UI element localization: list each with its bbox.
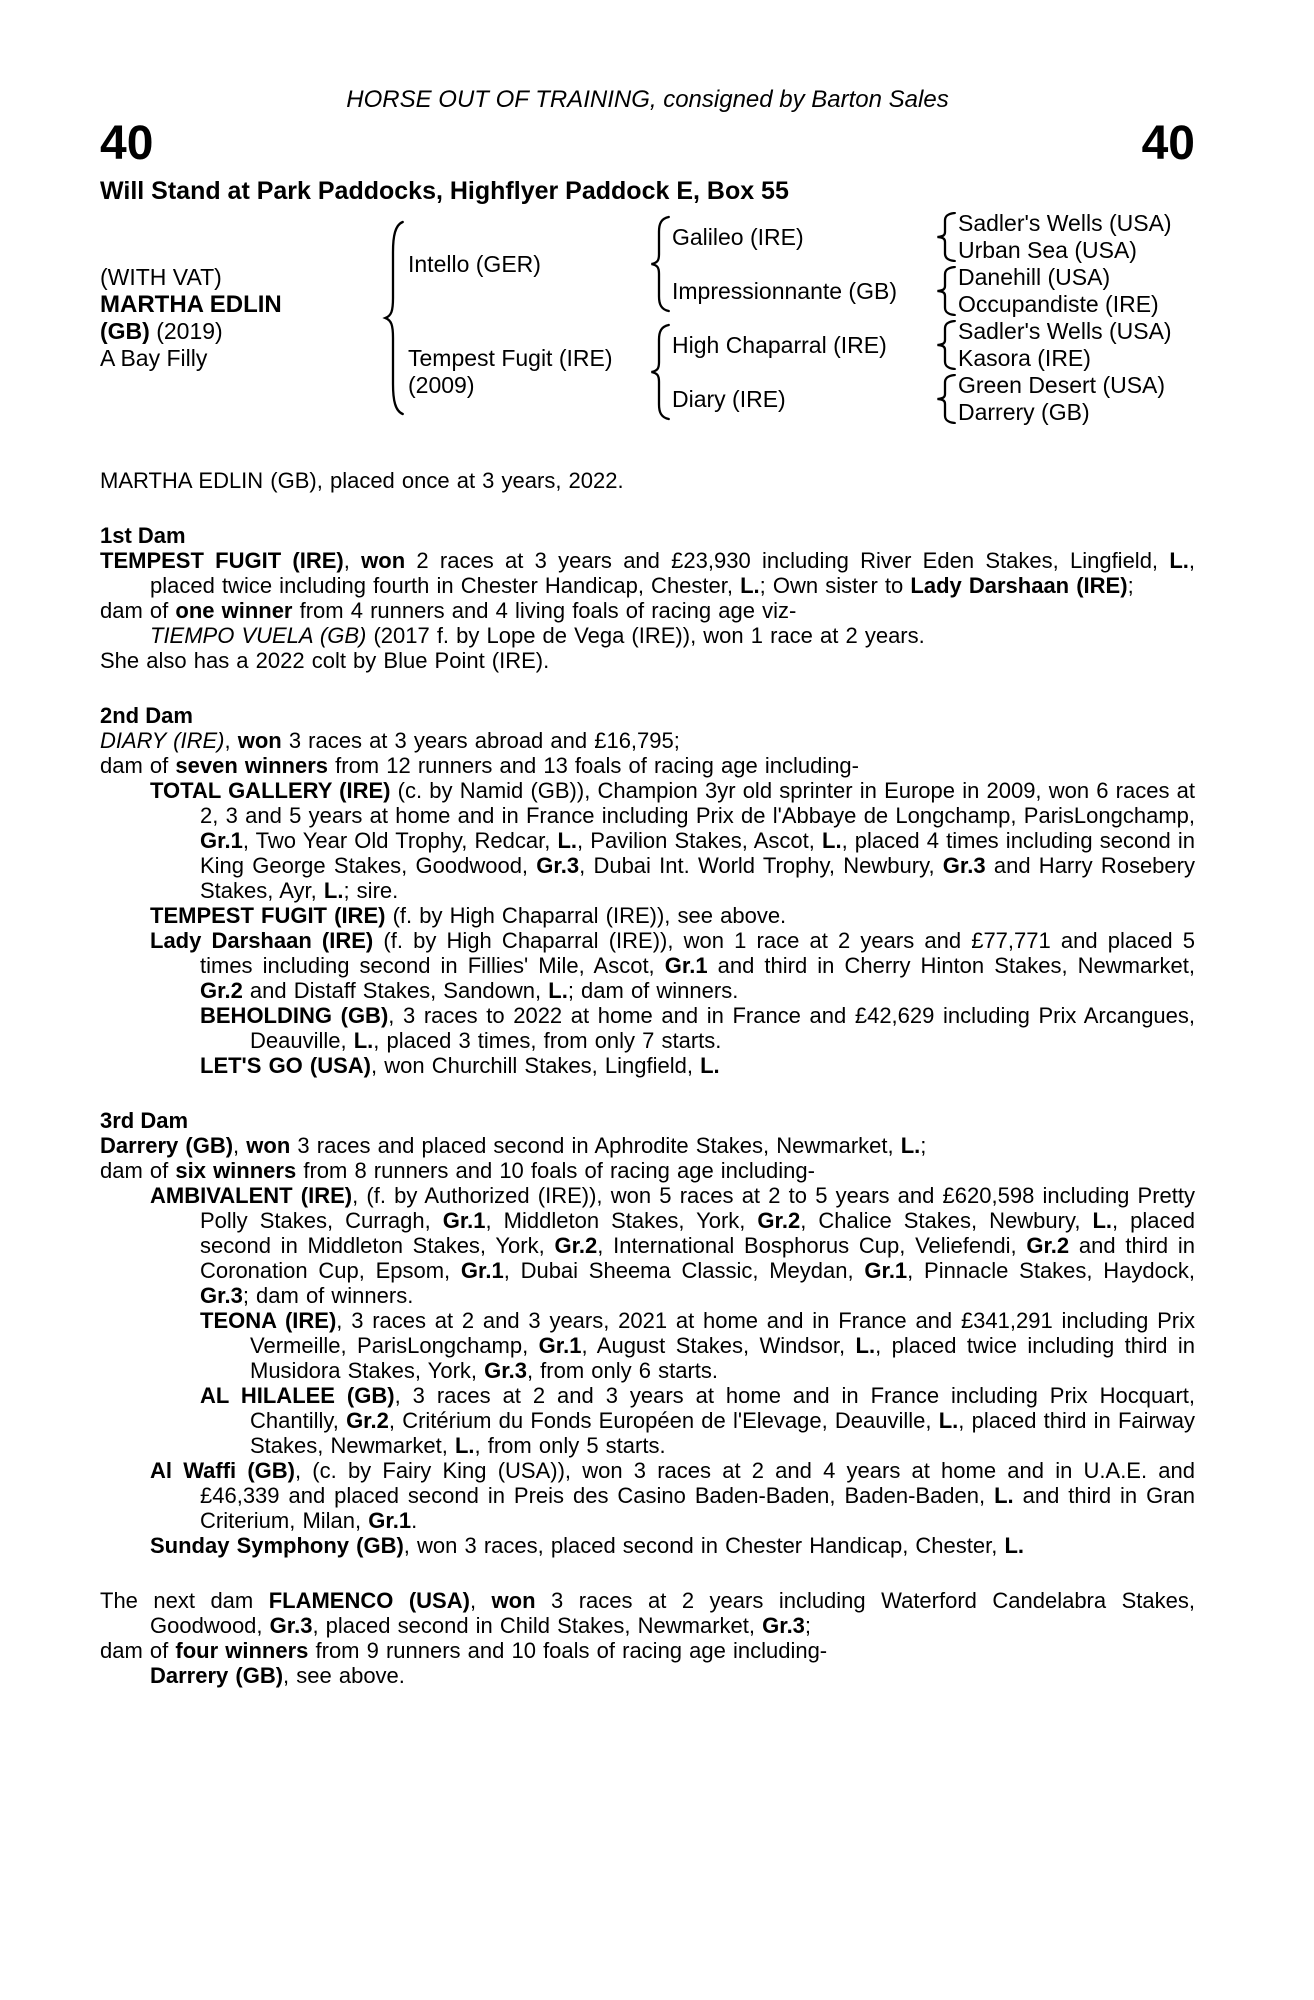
text-segment: Gr.3 [269,1613,313,1638]
text-segment: won [237,728,282,753]
text-segment: , (c. by Fairy King (USA)), won 3 races at 2 and 4 years at home and in U.A.E. and £46,339 and placed second in Preis des Casino Baden-Baden, Baden-Baden, [200,1458,1195,1508]
text-segment: Gr.1 [442,1208,486,1233]
pedigree-brace-dam [646,318,672,426]
grandparent-sire-dam: Impressionnante (GB) [672,277,897,304]
text-segment: Sunday Symphony (GB) [150,1533,404,1558]
grandparent-dam-dam: Diary (IRE) [672,385,786,412]
text-segment: dam of [100,1158,176,1183]
text-segment: FLAMENCO (USA) [268,1588,470,1613]
text-segment: , Pinnacle Stakes, Haydock, [907,1258,1195,1283]
text-segment: L. [855,1333,876,1358]
text-segment: L. [700,1053,720,1078]
catalogue-paragraph [100,728,1195,753]
brace-icon [932,320,958,370]
text-segment: TEMPEST FUGIT (IRE) [100,548,344,573]
text-segment: L. [323,878,344,903]
pedigree-sire [408,210,646,318]
text-segment: Gr.1 [200,828,243,853]
great-grandparent: Danehill (USA) [958,264,1111,290]
text-segment: 3 races at 2 years including Waterford Candelabra Stakes, Goodwood, [150,1588,1195,1638]
text-segment: Al Waffi (GB) [150,1458,295,1483]
text-segment: , placed second in Child Stakes, Newmarket, [312,1613,763,1638]
text-segment: L. [1092,1208,1113,1233]
great-grandparent: Green Desert (USA) [958,372,1166,398]
text-segment: L. [557,828,578,853]
catalogue-paragraph [100,1458,1195,1533]
pedigree-brace-gg2 [932,264,958,318]
catalogue-paragraph [100,1638,1195,1663]
text-segment: L. [938,1408,959,1433]
text-segment: , Dubai Sheema Classic, Meydan, [503,1258,865,1283]
dam-year: (2009) [408,372,475,398]
great-grandparent: Darrery (GB) [958,399,1090,425]
text-segment: Gr.3 [942,853,986,878]
text-segment: Gr.1 [460,1258,504,1283]
grandparent-sire-sire: Galileo (IRE) [672,223,804,250]
text-segment: DIARY (IRE) [100,728,225,753]
text-segment: 2 races at 3 years and £23,930 including River Eden Stakes, Lingfield, [405,548,1170,573]
subject-country: (GB) [100,318,150,344]
catalogue-paragraph [100,1053,1195,1078]
text-segment: , won Churchill Stakes, Lingfield, [371,1053,701,1078]
text-segment: AMBIVALENT (IRE) [150,1183,353,1208]
catalogue-paragraph [100,598,1195,623]
text-segment: ; [1127,573,1134,598]
great-grandparent: Kasora (IRE) [958,345,1091,371]
text-segment: , placed twice including third in Musidora Stakes, York, [250,1333,1195,1383]
pedigree-section [100,1588,1195,1688]
text-segment: , placed twice including fourth in Chester Handicap, Chester, [150,548,1195,598]
subject-vat: (WITH VAT) [100,264,222,290]
text-segment: L. [353,1028,374,1053]
pedigree-brace-main [378,210,408,426]
pedigree-section [100,468,1195,493]
text-segment: , Pavilion Stakes, Ascot, [577,828,822,853]
catalogue-paragraph [100,903,1195,928]
brace-icon [932,374,958,424]
text-segment: from 4 runners and 4 living foals of racing age viz- [292,598,797,623]
text-segment: Gr.1 [864,1258,908,1283]
pedigree-section [100,703,1195,1078]
text-segment: , placed third in Fairway Stakes, Newmarket, [250,1408,1195,1458]
sire-name: Intello (GER) [408,250,541,277]
text-segment: L. [740,573,760,598]
text-segment: won [491,1588,536,1613]
grandparent-dam-sire: High Chaparral (IRE) [672,331,887,358]
pedigree-table [100,210,1195,426]
text-segment: won [246,1133,291,1158]
text-segment: , Chalice Stakes, Newbury, [800,1208,1093,1233]
text-segment: (f. by High Chaparral (IRE)), see above. [385,903,787,928]
pedigree-brace-gg1 [932,210,958,264]
text-segment: and third in Gran Criterium, Milan, [200,1483,1195,1533]
text-segment: , from only 5 starts. [474,1433,666,1458]
catalogue-paragraph [100,928,1195,1003]
text-segment: , Middleton Stakes, York, [485,1208,758,1233]
dam-heading: 2nd Dam [100,703,193,728]
brace-icon [646,323,672,421]
great-grandparent: Sadler's Wells (USA) [958,210,1172,236]
catalogue-paragraph [100,1158,1195,1183]
text-segment: 3 races and placed second in Aphrodite Stakes, Newmarket, [290,1133,901,1158]
text-segment: , 3 races at 2 and 3 years, 2021 at home and in France and £341,291 including Prix Vermeille, ParisLongchamp, [250,1308,1195,1358]
catalogue-paragraph [100,1308,1195,1383]
text-segment: Gr.2 [554,1233,598,1258]
dam-heading: 3rd Dam [100,1108,189,1133]
text-segment: Gr.1 [538,1333,582,1358]
text-segment: dam of [100,753,176,778]
text-segment: BEHOLDING (GB) [200,1003,389,1028]
great-grandparent: Occupandiste (IRE) [958,291,1159,317]
consignment-title: HORSE OUT OF TRAINING, consigned by Barton Sales [346,86,949,113]
text-segment: , placed 4 times including second in King George Stakes, Goodwood, [200,828,1195,878]
catalogue-paragraph [100,1183,1195,1308]
brace-icon [646,215,672,313]
catalogue-text [100,468,1195,1688]
text-segment: and Distaff Stakes, Sandown, [242,978,549,1003]
text-segment: Gr.1 [368,1508,412,1533]
catalogue-paragraph [100,468,1195,493]
text-segment: , placed 3 times, from only 7 starts. [373,1028,722,1053]
text-segment: She also has a 2022 colt by Blue Point (IRE). [100,648,550,673]
text-segment: TEMPEST FUGIT (IRE) [150,903,386,928]
text-segment: ; dam of winners. [242,1283,414,1308]
pedigree-dam [408,318,646,426]
text-segment: TIEMPO VUELA (GB) [150,623,367,648]
text-segment: and Harry Rosebery Stakes, Ayr, [200,853,1195,903]
pedigree-brace-sire [646,210,672,318]
lot-number-left: 40 [100,117,154,170]
text-segment: (2017 f. by Lope de Vega (IRE)), won 1 race at 2 years. [366,623,925,648]
stand-location-line: Will Stand at Park Paddocks, Highflyer Paddock E, Box 55 [100,177,789,205]
text-segment: AL HILALEE (GB) [200,1383,395,1408]
text-segment: . [411,1508,418,1533]
text-segment: MARTHA EDLIN (GB), placed once at 3 years, 2022. [100,468,624,493]
text-segment: L. [900,1133,921,1158]
dam-heading: 1st Dam [100,523,186,548]
catalogue-paragraph [100,548,1195,598]
text-segment: Gr.2 [757,1208,801,1233]
text-segment: Gr.2 [346,1408,389,1433]
catalogue-paragraph [100,1383,1195,1458]
text-segment: Lady Darshaan (IRE) [910,573,1128,598]
text-segment: Darrery (GB) [100,1133,234,1158]
pedigree-section [100,1108,1195,1558]
text-segment: , [343,548,362,573]
subject-country-year [100,318,378,345]
text-segment: ; Own sister to [759,573,911,598]
text-segment: , [224,728,238,753]
catalogue-paragraph [100,623,1195,648]
text-segment: , Critérium du Fonds Européen de l'Elevage, Deauville, [388,1408,939,1433]
text-segment: , 3 races at 2 and 3 years at home and in France including Prix Hocquart, Chantilly, [250,1383,1196,1433]
text-segment: dam of [100,598,176,623]
text-segment: (f. by High Chaparral (IRE)), won 1 race at 2 years and £77,771 and placed 5 times including second in Fillies' Mile, Ascot, [200,928,1195,978]
text-segment: , [233,1133,247,1158]
text-segment: LET'S GO (USA) [200,1053,372,1078]
pedigree-brace-gg4 [932,372,958,426]
text-segment: , placed second in Middleton Stakes, York, [200,1208,1195,1258]
text-segment: ; dam of winners. [567,978,739,1003]
text-segment: six winners [175,1158,297,1183]
text-segment: Gr.3 [200,1283,243,1308]
text-segment: , International Bosphorus Cup, Veliefendi, [597,1233,1027,1258]
text-segment: , 3 races to 2022 at home and in France and £42,629 including Prix Arcangues, Deauville, [250,1003,1196,1053]
text-segment: seven winners [175,753,329,778]
text-segment: from 9 runners and 10 foals of racing age including- [308,1638,828,1663]
text-segment: , won 3 races, placed second in Chester Handicap, Chester, [403,1533,1005,1558]
text-segment: from 12 runners and 13 foals of racing age including- [328,753,859,778]
text-segment: , Dubai Int. World Trophy, Newbury, [579,853,943,878]
text-segment: Gr.3 [762,1613,805,1638]
lot-number-row [100,117,1195,170]
text-segment: L. [1004,1533,1025,1558]
brace-icon [380,218,406,418]
text-segment: Gr.3 [484,1358,527,1383]
catalogue-paragraph [100,753,1195,778]
text-segment: , Two Year Old Trophy, Redcar, [242,828,558,853]
text-segment: , see above. [283,1663,405,1688]
text-segment: TOTAL GALLERY (IRE) [150,778,391,803]
great-grandparent: Urban Sea (USA) [958,237,1137,263]
catalogue-paragraph [100,1533,1195,1558]
text-segment: Lady Darshaan (IRE) [150,928,374,953]
text-segment: , from only 6 starts. [526,1358,718,1383]
catalogue-paragraph [100,648,1195,673]
text-segment: , August Stakes, Windsor, [581,1333,856,1358]
dam-name: Tempest Fugit (IRE) [408,345,613,371]
catalogue-paragraph [100,1003,1195,1053]
text-segment: and third in Coronation Cup, Epsom, [200,1233,1195,1283]
text-segment: Darrery (GB) [150,1663,284,1688]
text-segment: dam of [100,1638,176,1663]
catalogue-paragraph [100,778,1195,903]
text-segment: L. [994,1483,1014,1508]
lot-number-right: 40 [1141,117,1195,170]
text-segment: Gr.2 [200,978,243,1003]
text-segment: one winner [175,598,293,623]
catalogue-paragraph [100,1133,1195,1158]
text-segment: Gr.2 [1026,1233,1070,1258]
text-segment: L. [1169,548,1189,573]
text-segment: Gr.1 [664,953,708,978]
catalogue-paragraph [100,1663,1195,1688]
text-segment: , (f. by Authorized (IRE)), won 5 races at 2 to 5 years and £620,598 including Pretty Polly Stakes, Curragh, [200,1183,1195,1233]
text-segment: L. [454,1433,475,1458]
pedigree-section [100,523,1195,673]
text-segment: The next dam [100,1588,269,1613]
catalogue-paragraph [100,1588,1195,1638]
text-segment: 3 races at 3 years abroad and £16,795; [281,728,680,753]
subject-year: (2019) [149,318,223,344]
text-segment: ; [804,1613,812,1638]
text-segment: L. [822,828,842,853]
text-segment: won [361,548,406,573]
text-segment: ; sire. [343,878,399,903]
text-segment: (c. by Namid (GB)), Champion 3yr old sprinter in Europe in 2009, won 6 races at 2, 3 and 5 years at home and in France including Prix de l'Abbaye de Longchamp, ParisLongchamp, [200,778,1195,828]
pedigree-subject [100,210,378,426]
text-segment: ; [920,1133,927,1158]
brace-icon [932,212,958,262]
great-grandparent: Sadler's Wells (USA) [958,318,1172,344]
subject-name: MARTHA EDLIN [100,291,282,318]
text-segment: four winners [175,1638,309,1663]
brace-icon [932,266,958,316]
text-segment: Gr.3 [536,853,580,878]
text-segment: , [469,1588,492,1613]
text-segment: L. [548,978,568,1003]
text-segment: and third in Cherry Hinton Stakes, Newmarket, [707,953,1196,978]
text-segment: from 8 runners and 10 foals of racing age including- [296,1158,815,1183]
subject-sex: A Bay Filly [100,345,208,371]
pedigree-brace-gg3 [932,318,958,372]
text-segment: TEONA (IRE) [200,1308,337,1333]
